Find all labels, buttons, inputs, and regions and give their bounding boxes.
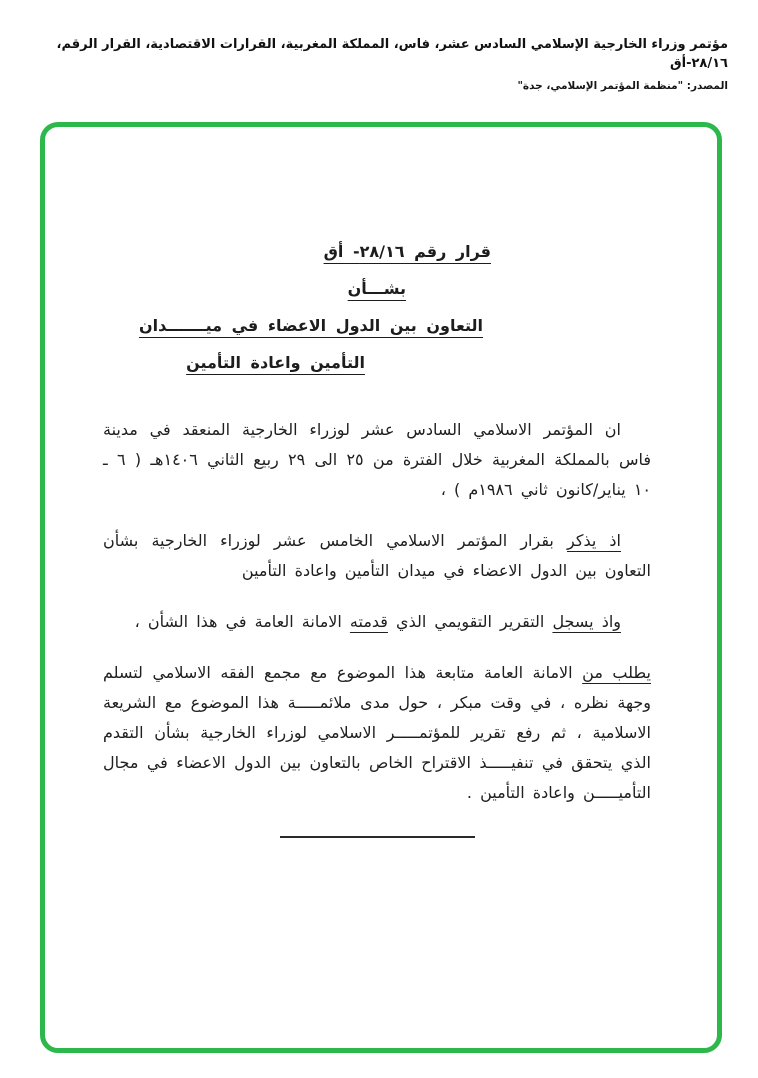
underlined-text: قدمته: [349, 611, 388, 631]
paragraph-text: ان المؤتمر الاسلامي السادس عشر لوزراء الخارجية المنعقد في مدينة فاس بالمملكة المغربية خلال الفترة من ٢٥ الى ٢٩ ربيع الثاني ١٤٠٦هـ ( ٦ ـ ١٠ يناير/كانون ثاني ١٩٨٦م ) ،: [103, 419, 651, 499]
underlined-text: اذ يذكر: [567, 530, 621, 550]
underlined-text: يطلب من: [582, 662, 652, 682]
paragraph: [103, 607, 651, 637]
scanned-document: [45, 127, 717, 838]
paragraph: [103, 526, 651, 586]
paragraph: [103, 658, 651, 808]
paragraph-text: التقرير التقويمي الذي: [387, 611, 553, 631]
paragraph-text: الامانة العامة في هذا الشأن ،: [134, 611, 350, 631]
paragraph-text: بقرار المؤتمر الاسلامي الخامس عشر لوزراء الخارجية بشأن التعاون بين الدول الاعضاء في ميدان التأمين واعادة التأمين: [103, 530, 651, 580]
paragraph-text: الامانة العامة متابعة هذا الموضوع مع مجمع الفقه الاسلامي لتسلم وجهة نظره ، في وقت مبكر ، حول مدى ملائمـــــة هذا الموضوع مع الشريعة الاسلامية ، ثم رفع تقرير للمؤتمـــــر الاسلامي لوزراء الخارجية بشأن التقدم الذي يتحقق في تنفيـــــذ الاقتراح الخاص بالتعاون بين الدول الاعضاء في مجال التأميـــــن واعادة التأمين .: [103, 662, 651, 802]
underlined-text: واذ يسجل: [552, 611, 621, 631]
source-line: المصدر: "منظمة المؤتمر الإسلامي، جدة": [517, 79, 728, 92]
subject-line-1: التعاون بين الدول الاعضاء في ميـــــــدان: [138, 315, 483, 335]
conference-header-line: مؤتمر وزراء الخارجية الإسلامي السادس عشر، فاس، المملكة المغربية، القرارات الاقتصادية، القرار الرقم، ٢٨/١٦-أق: [56, 37, 728, 71]
resolution-title-block: [103, 233, 651, 381]
page-header: [0, 0, 758, 92]
resolution-number-line: قرار رقم ٢٨/١٦- أق: [323, 241, 491, 261]
regarding-line: بشـــأن: [347, 278, 406, 298]
subject-line-2: التأمين واعادة التأمين: [186, 352, 365, 372]
paragraph: [103, 415, 651, 505]
document-frame: [40, 122, 722, 1053]
closing-rule: [280, 836, 475, 838]
paragraphs: [103, 415, 651, 808]
